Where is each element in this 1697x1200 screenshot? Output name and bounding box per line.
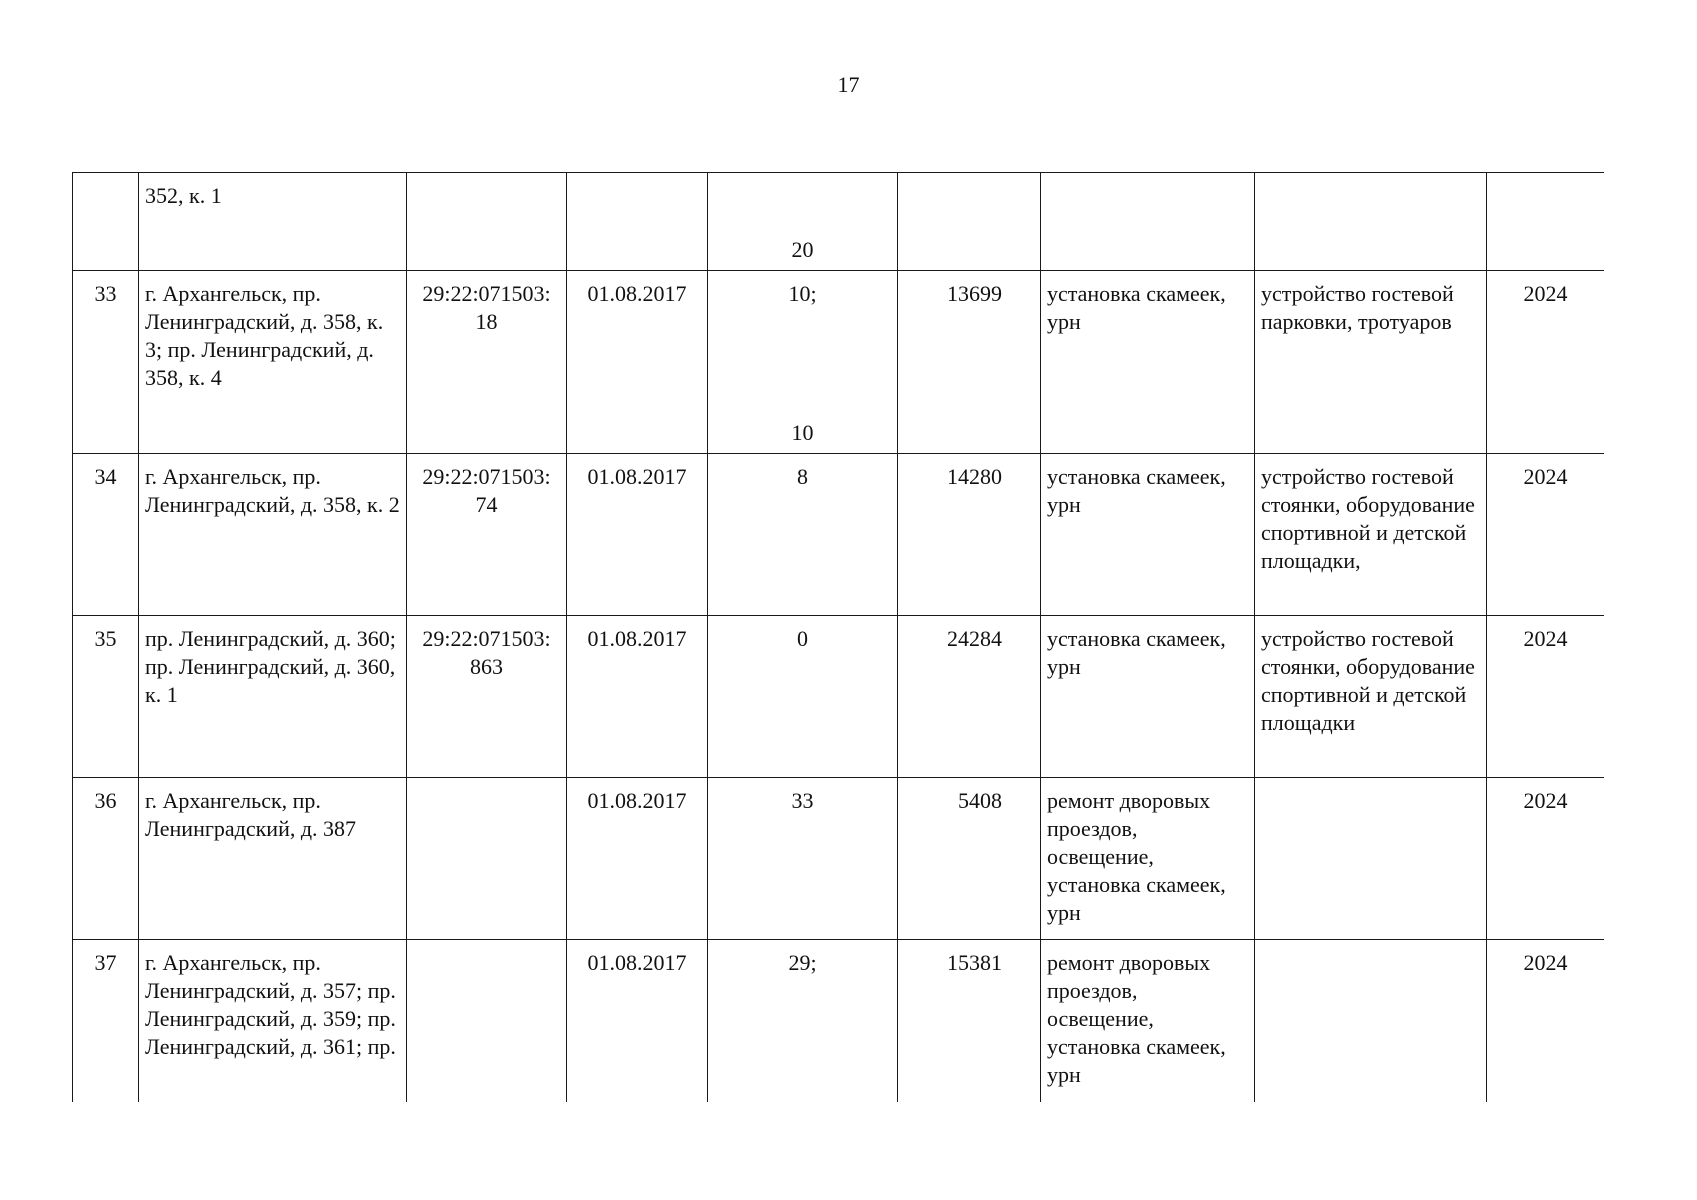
date-cell: 01.08.2017	[567, 778, 708, 940]
additional-works-cell: устройство гостевой парковки, тротуаров	[1255, 271, 1487, 454]
row-number: 37	[73, 940, 139, 1103]
additional-works-cell	[1255, 173, 1487, 271]
additional-works-cell: устройство гостевой стоянки, оборудование спортивной и детской площадки	[1255, 616, 1487, 778]
year-cell: 2024	[1487, 778, 1605, 940]
year-cell: 2024	[1487, 940, 1605, 1103]
date-cell: 01.08.2017	[567, 271, 708, 454]
date-cell: 01.08.2017	[567, 616, 708, 778]
cadastral-number-cell: 29:22:071503: 863	[407, 616, 567, 778]
cadastral-number-cell	[407, 173, 567, 271]
date-cell: 01.08.2017	[567, 940, 708, 1103]
cadastral-number-cell: 29:22:071503: 74	[407, 454, 567, 616]
area-cell: 15381	[898, 940, 1041, 1103]
year-cell	[1487, 173, 1605, 271]
quantity-cell	[708, 778, 898, 940]
table-row	[73, 454, 1605, 616]
year-cell: 2024	[1487, 271, 1605, 454]
address-cell: г. Архангельск, пр. Ленинградский, д. 358, к. 2	[139, 454, 407, 616]
cadastral-number-cell	[407, 778, 567, 940]
row-number	[73, 173, 139, 271]
quantity-cell	[708, 454, 898, 616]
date-cell	[567, 173, 708, 271]
table-row	[73, 778, 1605, 940]
row-number: 34	[73, 454, 139, 616]
row-number: 35	[73, 616, 139, 778]
quantity-top: 8	[797, 464, 808, 489]
address-cell: г. Архангельск, пр. Ленинградский, д. 387	[139, 778, 407, 940]
minimum-works-cell	[1041, 173, 1255, 271]
quantity-top: 0	[797, 626, 808, 651]
address-cell: г. Архангельск, пр. Ленинградский, д. 358, к. 3; пр. Ленинградский, д. 358, к. 4	[139, 271, 407, 454]
minimum-works-cell: ремонт дворовых проездов, освещение, установка скамеек, урн	[1041, 778, 1255, 940]
additional-works-cell	[1255, 940, 1487, 1103]
quantity-cell	[708, 173, 898, 271]
row-number: 33	[73, 271, 139, 454]
address-cell: пр. Ленинградский, д. 360; пр. Ленинградский, д. 360, к. 1	[139, 616, 407, 778]
cadastral-number-cell: 29:22:071503: 18	[407, 271, 567, 454]
year-cell: 2024	[1487, 616, 1605, 778]
minimum-works-cell: установка скамеек, урн	[1041, 454, 1255, 616]
address-cell: 352, к. 1	[139, 173, 407, 271]
minimum-works-cell: ремонт дворовых проездов, освещение, установка скамеек, урн	[1041, 940, 1255, 1103]
area-cell: 5408	[898, 778, 1041, 940]
quantity-cell	[708, 940, 898, 1103]
quantity-top: 10;	[788, 281, 817, 306]
minimum-works-cell: установка скамеек, урн	[1041, 271, 1255, 454]
table-row	[73, 271, 1605, 454]
page-number: 17	[837, 72, 860, 97]
area-cell: 14280	[898, 454, 1041, 616]
quantity-bottom: 20	[791, 237, 814, 262]
table-row	[73, 940, 1605, 1103]
year-cell: 2024	[1487, 454, 1605, 616]
row-number: 36	[73, 778, 139, 940]
quantity-cell	[708, 616, 898, 778]
additional-works-cell	[1255, 778, 1487, 940]
yard-improvement-table	[72, 172, 1604, 1102]
quantity-top: 29;	[788, 950, 817, 975]
table-row	[73, 616, 1605, 778]
quantity-cell	[708, 271, 898, 454]
table-row	[73, 173, 1605, 271]
area-cell: 13699	[898, 271, 1041, 454]
minimum-works-cell: установка скамеек, урн	[1041, 616, 1255, 778]
address-cell: г. Архангельск, пр. Ленинградский, д. 357; пр. Ленинградский, д. 359; пр. Ленинградский, д. 361; пр.	[139, 940, 407, 1103]
quantity-top: 33	[791, 788, 814, 813]
table-container	[72, 172, 1604, 1102]
cadastral-number-cell	[407, 940, 567, 1103]
area-cell	[898, 173, 1041, 271]
area-cell: 24284	[898, 616, 1041, 778]
date-cell: 01.08.2017	[567, 454, 708, 616]
quantity-bottom: 10	[791, 420, 814, 445]
additional-works-cell: устройство гостевой стоянки, оборудование спортивной и детской площадки,	[1255, 454, 1487, 616]
